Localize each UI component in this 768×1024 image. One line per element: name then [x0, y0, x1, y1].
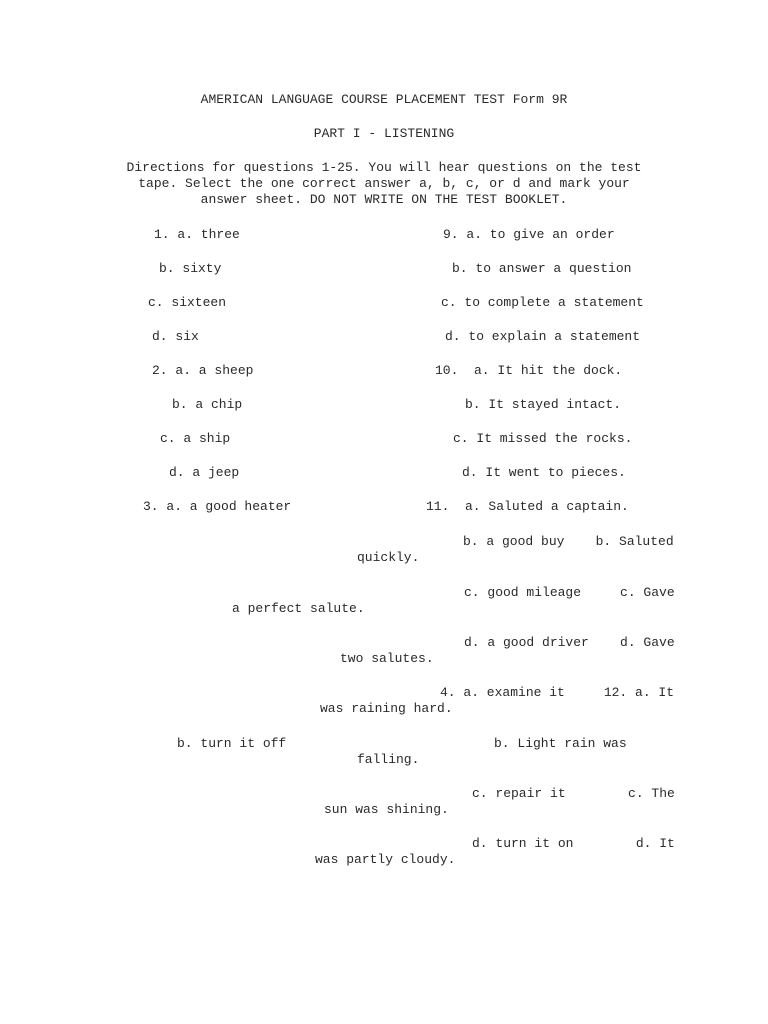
q9-option-b: b. to answer a question: [452, 261, 632, 276]
q9-option-c: c. to complete a statement: [441, 295, 644, 310]
q2-option-a: 2. a. a sheep: [152, 363, 254, 378]
q2-option-d: d. a jeep: [169, 465, 240, 480]
q4-option-a-q12-option-a: 4. a. examine it 12. a. It: [440, 685, 675, 700]
q12-option-b: b. Light rain was: [494, 736, 627, 751]
q11-option-a: 11. a. Saluted a captain.: [426, 499, 629, 514]
q12-option-a-continued: was raining hard.: [320, 701, 453, 716]
q3-option-c-q11-option-c: c. good mileage c. Gave: [464, 585, 675, 600]
q1-option-b: b. sixty: [159, 261, 222, 276]
q10-option-c: c. It missed the rocks.: [453, 431, 633, 446]
q10-option-d: d. It went to pieces.: [462, 465, 626, 480]
q3-option-d-q11-option-d: d. a good driver d. Gave: [464, 635, 675, 650]
q1-option-a: 1. a. three: [154, 227, 240, 242]
q2-option-c: c. a ship: [160, 431, 231, 446]
q11-option-d-continued: two salutes.: [340, 651, 434, 666]
q10-option-a: 10. a. It hit the dock.: [435, 363, 623, 378]
q3-option-b-q11-option-b: b. a good buy b. Saluted: [463, 534, 674, 549]
q1-option-d: d. six: [152, 329, 199, 344]
q10-option-b: b. It stayed intact.: [465, 397, 622, 412]
q9-option-a: 9. a. to give an order: [443, 227, 615, 242]
q12-option-b-continued: falling.: [357, 752, 420, 767]
q1-option-c: c. sixteen: [148, 295, 227, 310]
q11-option-c-continued: a perfect salute.: [232, 601, 365, 616]
q4-option-d-q12-option-d: d. turn it on d. It: [472, 836, 675, 851]
part-heading: PART I - LISTENING: [313, 126, 455, 141]
directions-line-2: tape. Select the one correct answer a, b, c, or d and mark your: [138, 176, 630, 191]
q9-option-d: d. to explain a statement: [445, 329, 641, 344]
directions-line-3: answer sheet. DO NOT WRITE ON THE TEST BOOKLET.: [200, 192, 568, 207]
q4-option-c-q12-option-c: c. repair it c. The: [472, 786, 675, 801]
q11-option-b-continued: quickly.: [357, 550, 420, 565]
document-title: AMERICAN LANGUAGE COURSE PLACEMENT TEST Form 9R: [200, 92, 568, 107]
q4-option-b: b. turn it off: [177, 736, 287, 751]
directions-line-1: Directions for questions 1-25. You will hear questions on the test: [126, 160, 642, 175]
q12-option-d-continued: was partly cloudy.: [315, 852, 456, 867]
q2-option-b: b. a chip: [172, 397, 243, 412]
q3-option-a: 3. a. a good heater: [143, 499, 292, 514]
q12-option-c-continued: sun was shining.: [324, 802, 449, 817]
